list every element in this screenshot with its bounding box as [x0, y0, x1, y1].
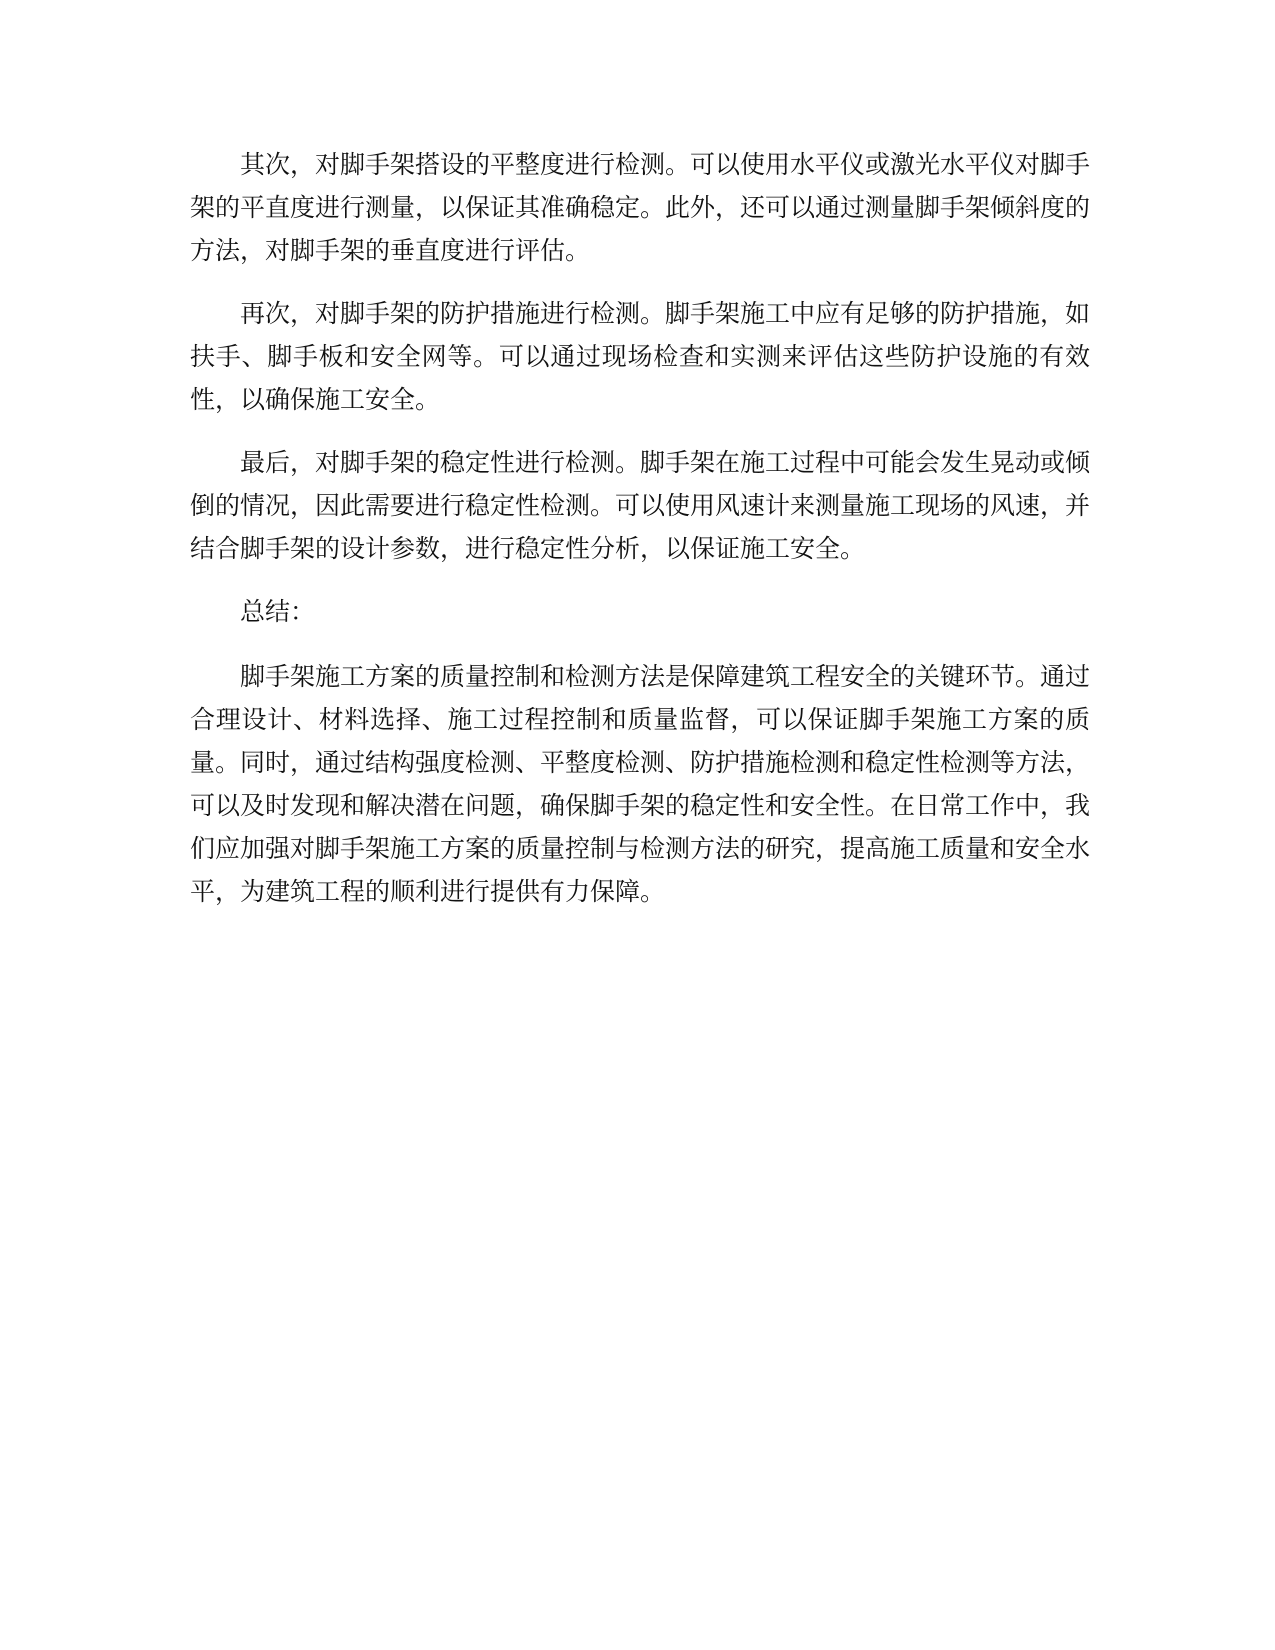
paragraph-summary: 脚手架施工方案的质量控制和检测方法是保障建筑工程安全的关键环节。通过合理设计、材料选择、施工过程控制和质量监督，可以保证脚手架施工方案的质量。同时，通过结构强度检测、平整度检测、防护措施检测和稳定性检测等方法，可以及时发现和解决潜在问题，确保脚手架的稳定性和安全性。在日常工作中，我们应加强对脚手架施工方案的质量控制与检测方法的研究，提高施工质量和安全水平，为建筑工程的顺利进行提供有力保障。 — [190, 662, 1091, 906]
paragraph-protection-inspection: 再次，对脚手架的防护措施进行检测。脚手架施工中应有足够的防护措施，如扶手、脚手板和安全网等。可以通过现场检查和实测来评估这些防护设施的有效性，以确保施工安全。 — [190, 299, 1091, 414]
paragraph-stability-inspection: 最后，对脚手架的稳定性进行检测。脚手架在施工过程中可能会发生晃动或倾倒的情况，因此需要进行稳定性检测。可以使用风速计来测量施工现场的风速，并结合脚手架的设计参数，进行稳定性分析，以保证施工安全。 — [190, 448, 1091, 563]
summary-heading: 总结： — [240, 597, 316, 626]
document-body — [190, 143, 1090, 933]
paragraph-flatness-inspection: 其次，对脚手架搭设的平整度进行检测。可以使用水平仪或激光水平仪对脚手架的平直度进行测量，以保证其准确稳定。此外，还可以通过测量脚手架倾斜度的方法，对脚手架的垂直度进行评估。 — [190, 150, 1091, 265]
